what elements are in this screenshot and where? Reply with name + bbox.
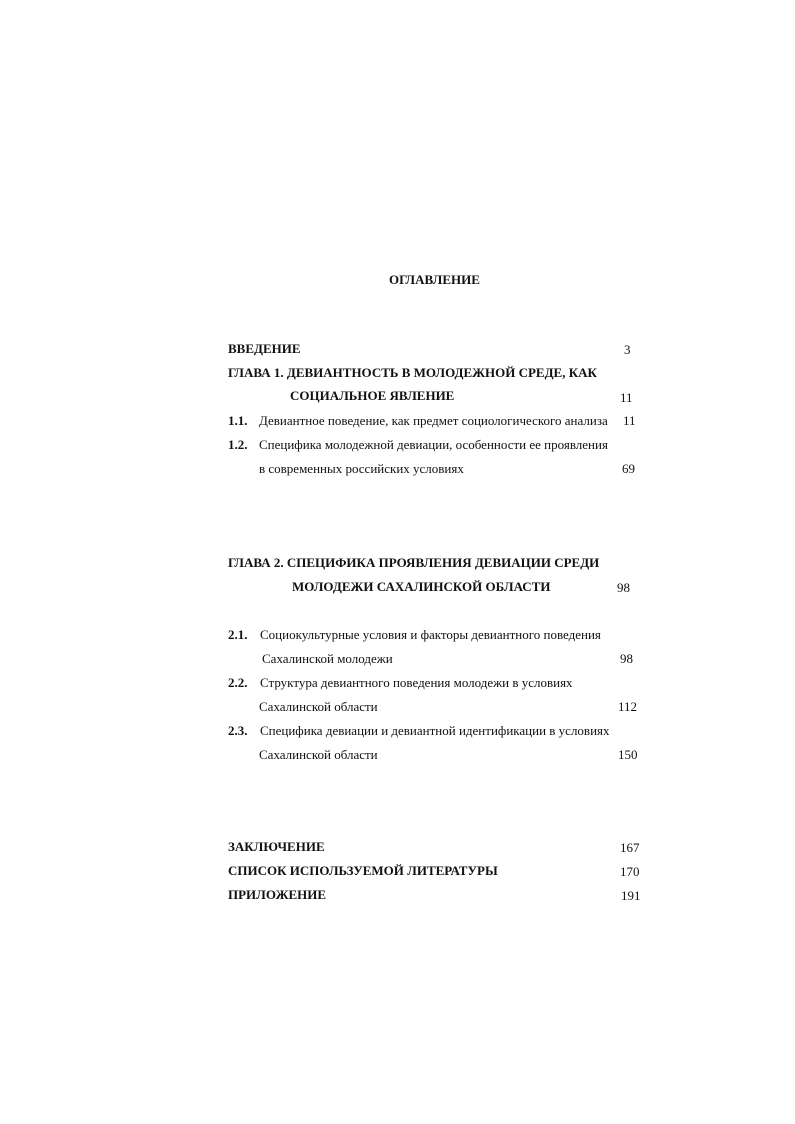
toc-section-title: Специфика молодежной девиации, особенности ее проявления [259, 437, 608, 452]
toc-section-page: 11 [623, 413, 636, 428]
toc-section-title-cont: Сахалинской области [259, 699, 378, 714]
toc-section-number: 2.1. [228, 627, 248, 642]
toc-bibliography-page: 170 [620, 864, 640, 879]
toc-chapter2-page: 98 [617, 580, 630, 595]
toc-chapter1-line2: СОЦИАЛЬНОЕ ЯВЛЕНИЕ [290, 388, 455, 403]
toc-section-page: 98 [620, 651, 633, 666]
toc-chapter1-page: 11 [620, 390, 633, 405]
toc-intro-page: 3 [624, 342, 631, 357]
toc-section-number: 1.1. [228, 413, 248, 428]
toc-intro-label: ВВЕДЕНИЕ [228, 341, 301, 356]
toc-chapter2-line1: ГЛАВА 2. СПЕЦИФИКА ПРОЯВЛЕНИЯ ДЕВИАЦИИ СРЕДИ [228, 555, 600, 570]
toc-section-title: Социокультурные условия и факторы девиантного поведения [260, 627, 601, 642]
toc-section-title: Специфика девиации и девиантной идентификации в условиях [260, 723, 610, 738]
toc-bibliography-label: СПИСОК ИСПОЛЬЗУЕМОЙ ЛИТЕРАТУРЫ [228, 863, 498, 878]
toc-section-number: 2.2. [228, 675, 248, 690]
toc-section-title-cont: в современных российских условиях [259, 461, 464, 476]
toc-section-number: 2.3. [228, 723, 248, 738]
toc-conclusion-label: ЗАКЛЮЧЕНИЕ [228, 839, 325, 854]
toc-section-page: 112 [618, 699, 638, 714]
toc-chapter1-line1: ГЛАВА 1. ДЕВИАНТНОСТЬ В МОЛОДЕЖНОЙ СРЕДЕ, КАК [228, 365, 597, 380]
toc-title: ОГЛАВЛЕНИЕ [389, 272, 480, 287]
toc-section-title-cont: Сахалинской молодежи [262, 651, 393, 666]
toc-conclusion-page: 167 [620, 840, 640, 855]
toc-appendix-page: 191 [621, 888, 641, 903]
toc-section-page: 150 [618, 747, 638, 762]
toc-section-number: 1.2. [228, 437, 248, 452]
toc-section-title: Структура девиантного поведения молодежи в условиях [260, 675, 573, 690]
toc-section-title-cont: Сахалинской области [259, 747, 378, 762]
toc-chapter2-line2: МОЛОДЕЖИ САХАЛИНСКОЙ ОБЛАСТИ [292, 579, 551, 594]
toc-section-title: Девиантное поведение, как предмет социологического анализа [259, 413, 608, 428]
toc-section-page: 69 [622, 461, 635, 476]
toc-appendix-label: ПРИЛОЖЕНИЕ [228, 887, 327, 902]
